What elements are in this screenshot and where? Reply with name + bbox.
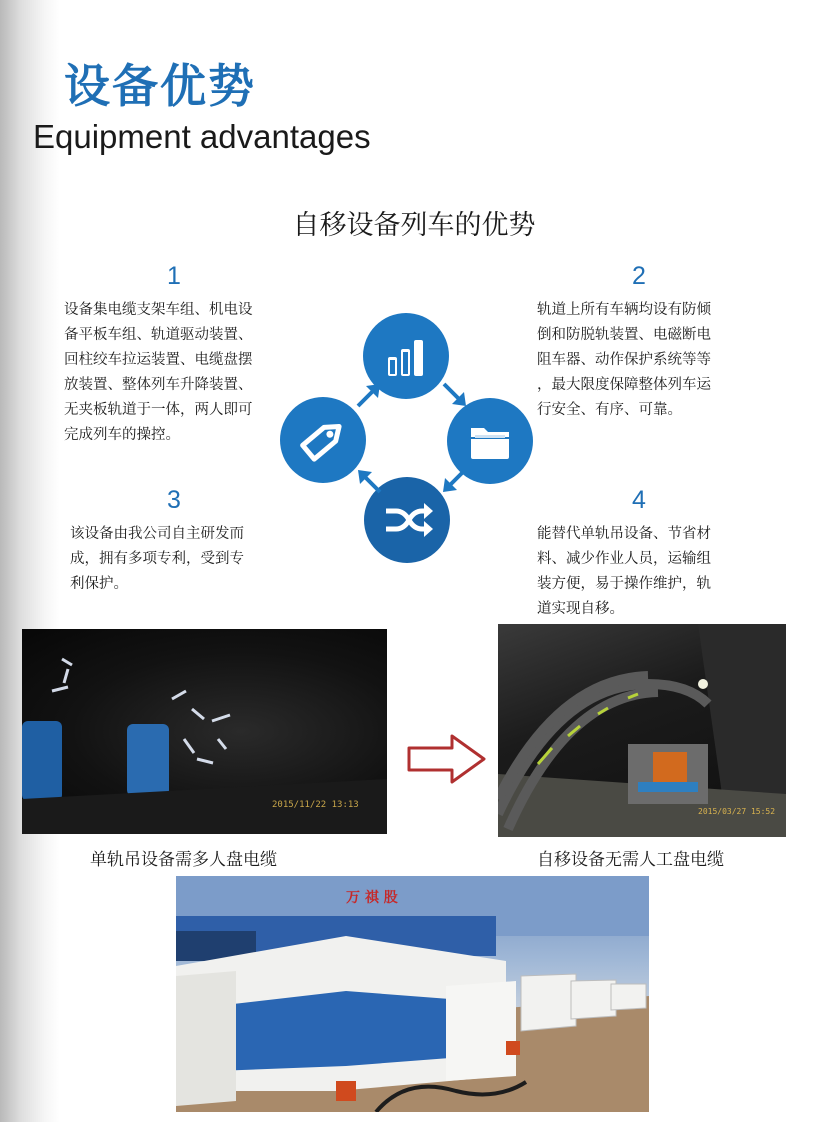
text-line: 该设备由我公司自主研发而 (70, 526, 244, 542)
text-line: 装方便，易于操作维护，轨 (537, 576, 711, 592)
text-line: 阻车器、动作保护系统等等 (537, 352, 711, 368)
monorail-cable-photo (22, 629, 387, 834)
building-sign: 万 祺 股 (346, 890, 398, 906)
equipment-yard-photo (176, 876, 649, 1112)
cycle-arrow-icon (437, 464, 471, 498)
right-photo-caption: 自移设备无需人工盘电缆 (537, 850, 724, 870)
section-heading: 自移设备列车的优势 (292, 210, 536, 241)
point-text-1 (64, 298, 294, 448)
cycle-arrow-icon (352, 378, 386, 412)
page-title-cn: 设备优势 (64, 59, 256, 113)
page-edge-shadow (0, 0, 60, 1122)
self-moving-equipment-photo (498, 624, 786, 837)
text-line: 设备集电缆支架车组、机电设 (64, 302, 253, 318)
cycle-arrow-icon (352, 464, 386, 498)
point-text-2 (537, 298, 767, 423)
point-text-3 (70, 522, 300, 597)
text-line: 成，拥有多项专利，受到专 (70, 551, 244, 567)
text-line: 利保护。 (70, 576, 128, 592)
point-text-4 (537, 522, 767, 622)
text-line: 备平板车组、轨道驱动装置、 (64, 327, 253, 343)
point-number-3: 3 (167, 486, 181, 514)
text-line: 轨道上所有车辆均设有防倾 (537, 302, 711, 318)
text-line: 料、减少作业人员，运输组 (537, 551, 711, 567)
left-photo-caption: 单轨吊设备需多人盘电缆 (90, 850, 277, 870)
text-line: 无夹板轨道于一体，两人即可 (64, 402, 253, 418)
text-line: 放装置、整体列车升降装置、 (64, 377, 253, 393)
text-line: ，最大限度保障整体列车运 (537, 377, 711, 393)
text-line: 倒和防脱轨装置、电磁断电 (537, 327, 711, 343)
photo-timestamp: 2015/11/22 13:13 (272, 800, 359, 810)
text-line: 行安全、有序、可靠。 (537, 402, 682, 418)
point-number-1: 1 (167, 262, 181, 290)
page-title-en: Equipment advantages (33, 118, 371, 155)
text-line: 能替代单轨吊设备、节省材 (537, 526, 711, 542)
text-line: 道实现自移。 (537, 601, 624, 617)
text-line: 完成列车的操控。 (64, 427, 180, 443)
photo-timestamp: 2015/03/27 15:52 (698, 807, 776, 816)
point-number-4: 4 (632, 486, 646, 514)
cycle-arrow-icon (438, 378, 472, 412)
point-number-2: 2 (632, 262, 646, 290)
comparison-arrow-icon (406, 733, 488, 785)
text-line: 回柱绞车拉运装置、电缆盘摆 (64, 352, 253, 368)
